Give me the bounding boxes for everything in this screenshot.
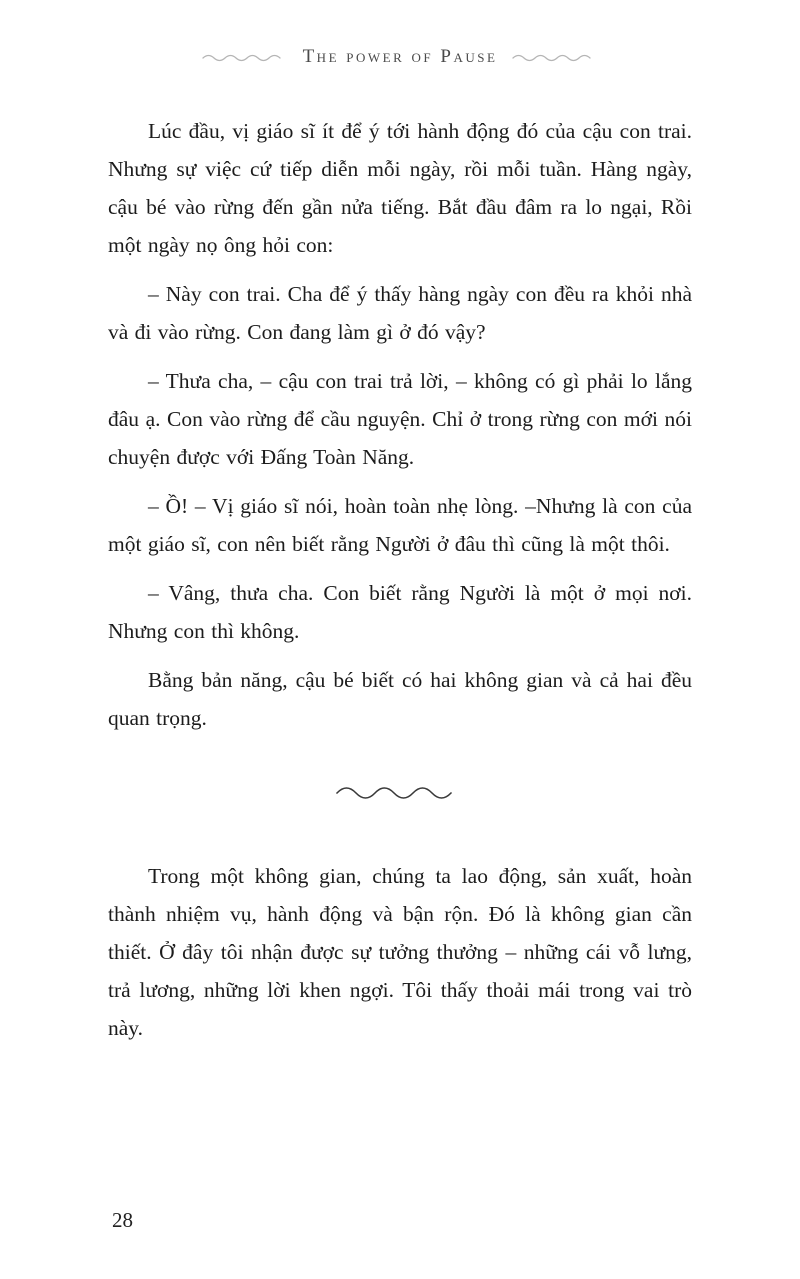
wave-squiggle-icon (511, 52, 599, 62)
wave-squiggle-icon (334, 783, 466, 799)
paragraph: – Vâng, thưa cha. Con biết rằng Người là một ở mọi nơi. Nhưng con thì không. (108, 581, 692, 643)
paragraph: Bằng bản năng, cậu bé biết có hai không gian và cả hai đều quan trọng. (108, 668, 692, 730)
paragraph: – Thưa cha, – cậu con trai trả lời, – không có gì phải lo lắng đâu ạ. Con vào rừng để cầu nguyện. Chỉ ở trong rừng con mới nói chuyện được với Đấng Toàn Năng. (108, 369, 692, 469)
paragraph: Lúc đầu, vị giáo sĩ ít để ý tới hành động đó của cậu con trai. Nhưng sự việc cứ tiếp diễn mỗi ngày, rồi mỗi tuần. Hàng ngày, cậu bé vào rừng đến gần nửa tiếng. Bắt đầu đâm ra lo ngại, Rồi một ngày nọ ông hỏi con: (108, 119, 692, 257)
running-head-title: The power of Pause (302, 46, 498, 67)
section-divider (108, 783, 692, 799)
paragraph: Trong một không gian, chúng ta lao động, sản xuất, hoàn thành nhiệm vụ, hành động và bận rộn. Đó là không gian cần thiết. Ở đây tôi nhận được sự tưởng thưởng – những cái vỗ lưng, trả lương, những lời khen ngợi. Tôi thấy thoải mái trong vai trò này. (108, 864, 692, 1040)
wave-squiggle-icon (201, 52, 289, 62)
page-body (108, 112, 692, 1047)
page-number: 28 (112, 1208, 133, 1232)
paragraph: – Ồ! – Vị giáo sĩ nói, hoàn toàn nhẹ lòng. –Nhưng là con của một giáo sĩ, con nên biết rằng Người ở đâu thì cũng là một thôi. (108, 494, 692, 556)
paragraph: – Này con trai. Cha để ý thấy hàng ngày con đều ra khỏi nhà và đi vào rừng. Con đang làm gì ở đó vậy? (108, 282, 692, 344)
running-head (0, 0, 800, 68)
